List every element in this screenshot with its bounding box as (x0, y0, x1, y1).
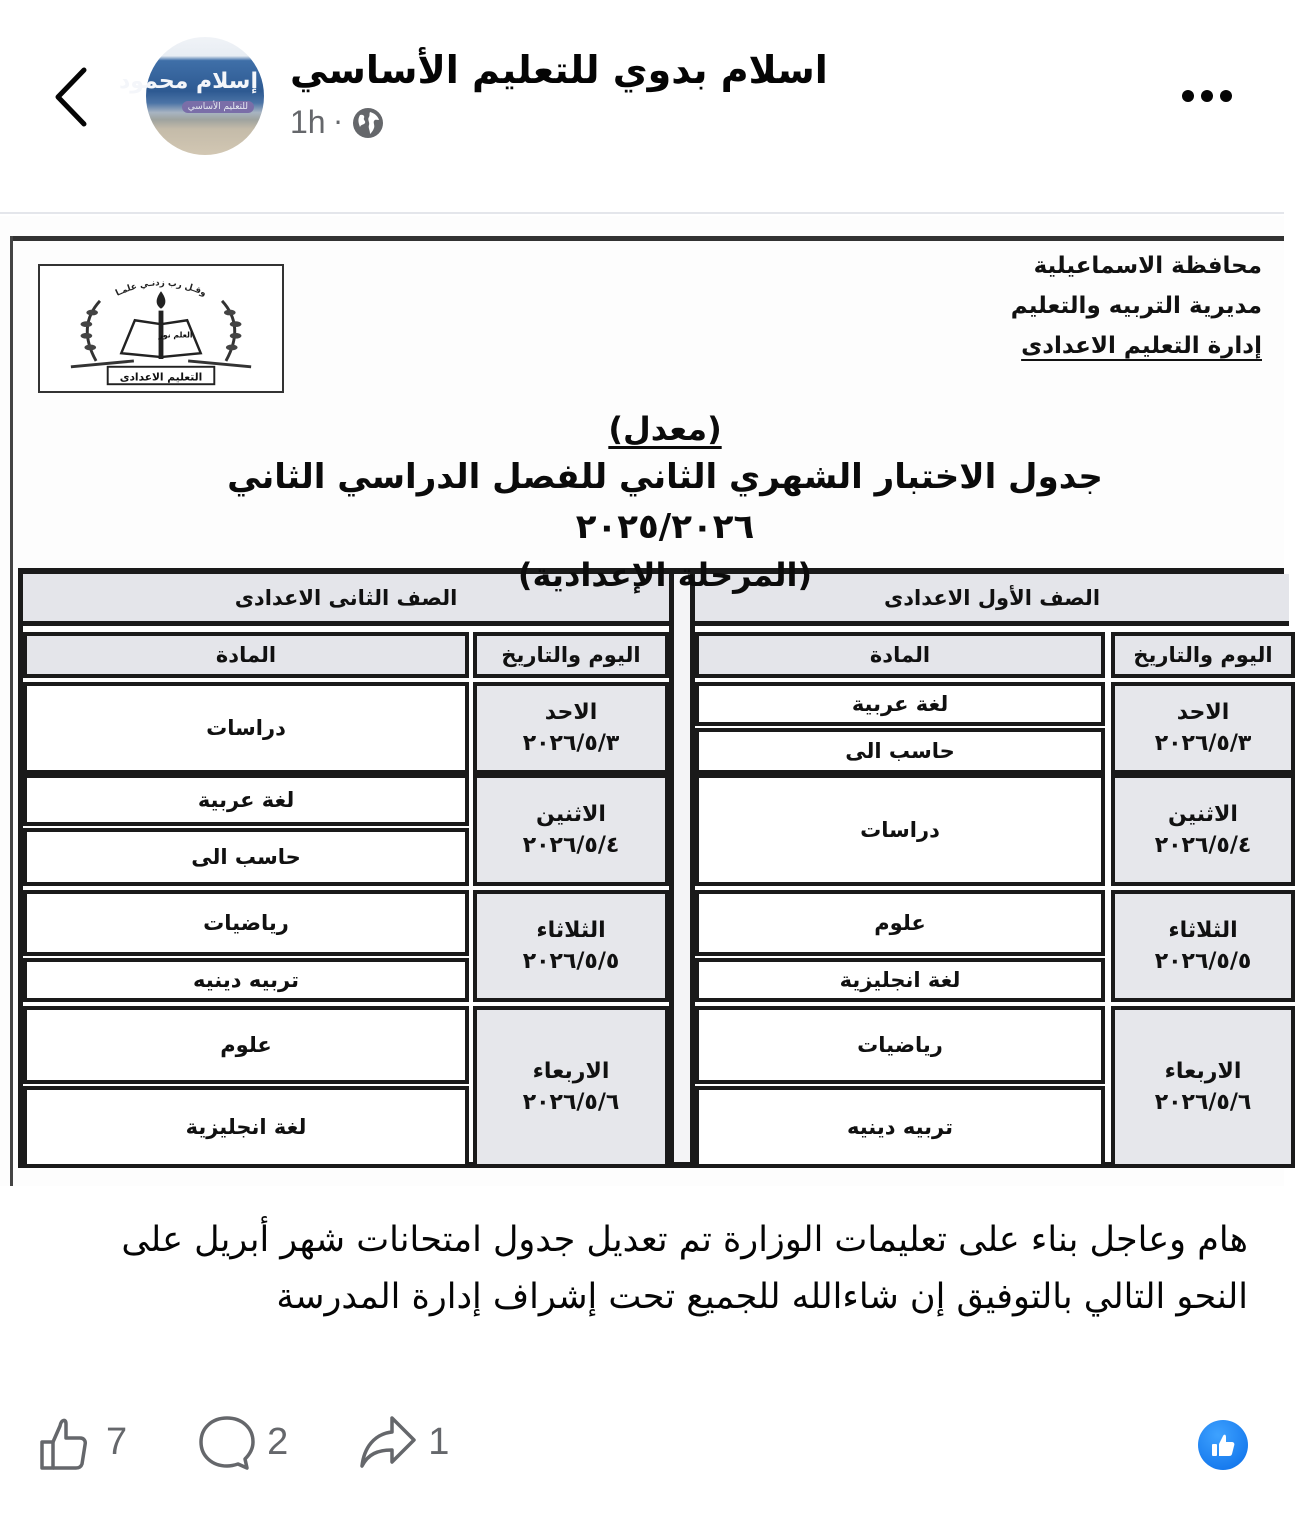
subject-cell: تربيه دينيه (23, 958, 469, 1002)
column-header-subject: المادة (23, 632, 469, 678)
day-name: الثلاثاء (536, 918, 606, 943)
more-horizontal-icon-dot (1201, 90, 1213, 102)
day-date: ٢٠٢٦/٥/٥ (1154, 949, 1252, 974)
avatar-sign-text: إسلام محمود (119, 69, 258, 94)
day-date: ٢٠٢٦/٥/٣ (522, 731, 620, 756)
document-border-top (10, 236, 1284, 241)
column-header-day-date: اليوم والتاريخ (473, 632, 669, 678)
day-date: ٢٠٢٦/٥/٤ (1154, 833, 1252, 858)
governorate-line: محافظة الاسماعيلية (1033, 253, 1262, 279)
like-reaction-badge[interactable] (1198, 1420, 1248, 1470)
day-name: الثلاثاء (1168, 918, 1238, 943)
schedule-title: جدول الاختبار الشهري الثاني للفصل الدراسي الثاني ٢٠٢٥/٢٠٢٦ (227, 457, 1103, 547)
subject-cell: علوم (695, 890, 1105, 956)
share-button[interactable] (358, 1412, 449, 1472)
grade-divider (669, 574, 695, 1162)
subject-cell: حاسب الى (695, 728, 1105, 774)
subject-cell: تربيه دينيه (695, 1086, 1105, 1168)
day-cell (473, 682, 669, 774)
comment-count: 2 (267, 1420, 289, 1463)
day-cell (1111, 682, 1295, 774)
directorate-line: مديرية التربيه والتعليم (1010, 293, 1262, 319)
day-name: الاثنين (1168, 802, 1238, 827)
subject-cell: لغة انجليزية (695, 958, 1105, 1002)
comment-icon (197, 1412, 257, 1472)
like-reaction-icon (1208, 1430, 1238, 1460)
day-name: الاحد (1176, 700, 1230, 725)
like-count: 7 (106, 1420, 128, 1463)
day-cell (1111, 890, 1295, 1002)
modified-label (140, 406, 1190, 452)
exam-schedule-table (18, 568, 1284, 1168)
like-button[interactable] (36, 1412, 127, 1472)
ministry-logo (38, 264, 284, 393)
modified-label-text: (معدل) (608, 410, 722, 448)
post-time[interactable]: 1h (290, 104, 326, 140)
day-cell (473, 1006, 669, 1168)
administration-line: إدارة التعليم الاعدادى (1021, 333, 1262, 359)
chevron-left-icon (48, 62, 98, 132)
day-cell (473, 890, 669, 1002)
day-name: الاربعاء (532, 1059, 610, 1084)
day-date: ٢٠٢٦/٥/٤ (522, 833, 620, 858)
page-name-link[interactable]: اسلام بدوي للتعليم الأساسي (290, 48, 828, 92)
more-options-button[interactable] (1182, 82, 1244, 110)
post-image-exam-schedule[interactable] (0, 216, 1284, 1186)
subject-cell: لغة عربية (23, 774, 469, 826)
logo-ribbon-text: التعليم الاعدادى (119, 370, 203, 384)
post-caption: هام وعاجل بناء على تعليمات الوزارة تم تعديل جدول امتحانات شهر أبريل على النحو التالي بالتوفيق إن شاءالله للجميع تحت إشراف إدارة المدرسة (121, 1220, 1248, 1317)
share-icon (358, 1412, 418, 1472)
page-avatar[interactable] (119, 37, 264, 155)
subject-cell: دراسات (695, 774, 1105, 886)
globe-icon[interactable] (351, 106, 385, 140)
day-date: ٢٠٢٦/٥/٦ (1154, 1090, 1252, 1115)
post-actions-bar (36, 1410, 519, 1474)
logo-arc-text: وقـل رب زدنـي علمـا (114, 278, 208, 299)
header-divider (0, 212, 1284, 214)
day-cell (473, 774, 669, 886)
avatar-sign-subtext: للتعليم الأساسي (182, 101, 254, 113)
grade-block-second (23, 574, 669, 1162)
day-name: الاربعاء (1164, 1059, 1242, 1084)
grade-header: الصف الثانى الاعدادى (23, 574, 669, 626)
subject-cell: لغة انجليزية (23, 1086, 469, 1168)
more-horizontal-icon-dot (1220, 90, 1232, 102)
logo-book-text: العلم نور (158, 330, 193, 340)
document-border-left (10, 236, 13, 1186)
day-name: الاثنين (536, 802, 606, 827)
more-horizontal-icon (1182, 90, 1194, 102)
subject-cell: حاسب الى (23, 828, 469, 886)
post-meta (290, 104, 385, 141)
thumbs-up-icon (36, 1412, 96, 1472)
day-date: ٢٠٢٦/٥/٦ (522, 1090, 620, 1115)
column-header-day-date: اليوم والتاريخ (1111, 632, 1295, 678)
governorate-header (1011, 246, 1262, 366)
subject-cell: علوم (23, 1006, 469, 1084)
share-count: 1 (428, 1420, 450, 1463)
subject-cell: رياضيات (23, 890, 469, 956)
day-cell (1111, 774, 1295, 886)
column-header-subject: المادة (695, 632, 1105, 678)
grade-block-first (695, 574, 1289, 1162)
subject-cell: رياضيات (695, 1006, 1105, 1084)
document-title (140, 406, 1190, 598)
subject-cell: دراسات (23, 682, 469, 774)
day-date: ٢٠٢٦/٥/٣ (1154, 731, 1252, 756)
stage-label: (المرحلة الإعدادية) (517, 556, 813, 594)
subject-cell: لغة عربية (695, 682, 1105, 726)
day-name: الاحد (544, 700, 598, 725)
day-date: ٢٠٢٦/٥/٥ (522, 949, 620, 974)
meta-separator-dot: · (333, 106, 343, 139)
day-cell (1111, 1006, 1295, 1168)
comment-button[interactable] (197, 1412, 288, 1472)
back-button[interactable] (48, 62, 98, 132)
grade-header: الصف الأول الاعدادى (695, 574, 1289, 626)
